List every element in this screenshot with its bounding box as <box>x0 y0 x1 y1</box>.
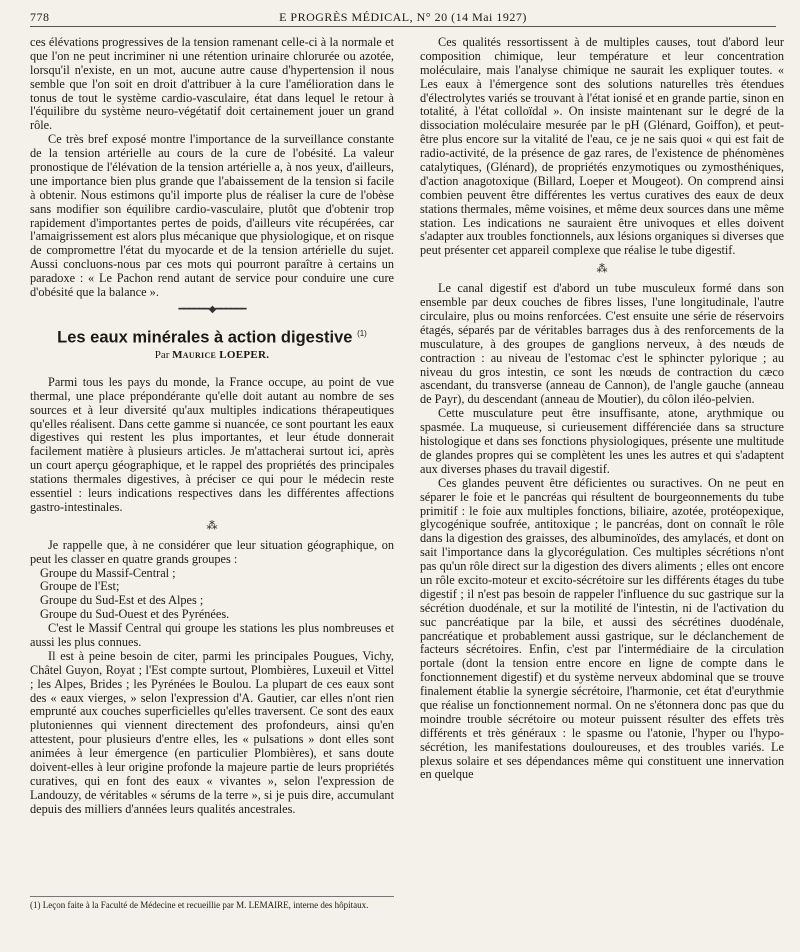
asterism-separator: ⁂ <box>206 519 218 532</box>
paragraph: Il est à peine besoin de citer, parmi les principales Pougues, Vichy, Châtel Guyon, Royat ; l'Est compte surtout, Plombières, Luxeuil et Vittel ; les Alpes, Brides ; les Pyrénées le Boulou. La plupart de ces eaux sont des « eaux vierges, » selon l'expression d'A. Gautier, car elles n'ont rien emprunté aux couches superficielles qu'elles traversent. Ce sont des eaux plutoniennes qui viennent directement des profondeurs, ainsi qu'en attestent, pour plusieurs d'entre elles, les « pulsations » dont elles sont animées à leur émergence (en particulier Plombières), et sans doute doivent-elles à leur origine profonde la majeure partie de leurs propriétés curatives, qui en font des eaux « vivantes », selon l'expression de Landouzy, de véritables « sérums de la terre », si je puis dire, accumulant depuis des milliers d'années leurs qualités ancestrales. <box>30 648 394 816</box>
author-prefix: Par <box>154 349 170 362</box>
right-column <box>420 36 784 936</box>
list-item: Groupe de l'Est; <box>40 579 120 594</box>
paragraph: Ce très bref exposé montre l'importance de la surveillance constante de la tension artérielle au cours de la cure de l'obésité. La valeur pronostique de l'élévation de la tension artérielle a, à nos yeux, d'ailleurs, une importance bien plus grande que l'abaissement de la tension si facile à obtenir. Nous estimons qu'il importe plus de réaliser la cure de l'obèse sans modifier son équilibre cardio-vasculaire, plutôt que d'obtenir trop rapidement d'importantes pertes de poids, d'ailleurs vite récupérées, car l'amaigrissement est alors plus mécanique que physiologique, et on risque de compromettre l'état du myocarde et de la tension artérielle du sujet. Aussi concluons-nous par ces mots qui pourront paraître à certains un paradoxe : « Le Pachon rend autant de service pour conduire une cure d'obésité que la balance ». <box>30 132 394 300</box>
list-item: Groupe du Massif-Central ; <box>40 565 176 580</box>
author-name: Maurice LOEPER. <box>172 349 270 362</box>
paragraph: ces élévations progressives de la tension ramenant celle-ci à la normale et que l'on ne peut incriminer ni une rétention urinaire chlorurée ou azotée, lorsqu'il n'existe, en un mot, aucune autre cause d'hypertension il nous semble que l'on soit en droit d'attribuer à la cure l'amélioration dans le tonus de tout le système cardio-vasculaire, état dans lequel le retour à l'équilibre du système neuro-végétatif doit certainement jouer un grand rôle. <box>30 35 394 133</box>
paragraph: Ces glandes peuvent être déficientes ou suractives. On ne peut en séparer le foie et le pancréas qui résultent de bourgeonnements du tube primitif : le foie aux multiples fonctions, biliaire, azotée, protéopexique, glycogénique soufrée, antitoxique ; le pancréas, dont on connaît le rôle dans la digestion des graisses, des albuminoïdes, des amylacés, et dont on sait l'importance dans la glycorégulation. Ces multiples sécrétions n'ont pas qu'un rôle direct sur la digestion des divers aliments ; elles ont encore un rôle excito-moteur et excito-sécrétoire sur les différents étages du tube digestif ; il n'est pas besoin de rappeler l'influence du suc gastrique sur la sécrétion duodénale, et sur la motilité de l'intestin, ni de l'activation du suc pancréatique par la bile, et aussi des sécrétines duodénale, pancréatique et probablement aussi gastrique, sur le déclanchement de facteurs sécrétoires. Enfin, c'est par l'intermédiaire de la circulation portale (dont la tension entre encore en ligne de compte dans le fonctionnement digestif) et du système nerveux abdominal que se trouve finalement établie la synergie sécrétoire, l'harmonie, cet état d'eurythmie que réalise un fonctionnement normal. On ne s'étonnera donc pas que du moindre trouble sécrétoire ou moteur puissent résulter des effets très différents et très généraux : le spasme ou l'atonie, l'hyper ou l'hypo-sécrétion, les manifestations douloureuses, et des troubles variés. Le plexus solaire et ses dépendances même qui constituent une innervation en quelque <box>420 475 784 782</box>
paragraph: Parmi tous les pays du monde, la France occupe, au point de vue thermal, une place prépondérante qu'elle doit autant au nombre de ses sources et à leur diversité qu'aux multiples indications thérapeutiques qu'elles réalisent. Dans cette gamme si nuancée, ce sont pourtant les eaux digestives qui restent les plus importantes, et leur étude donnerait facilement matière à plusieurs articles. Je m'attacherai surtout ici, après un court aperçu géographique, et le rappel des propriétés des principales stations thermales digestives, à préciser ce qui pour le médecin reste essentiel : leurs indications respectives dans les différentes affections gastro-intestinales. <box>30 374 394 514</box>
paragraph: Je rappelle que, à ne considérer que leur situation géographique, on peut les classer en quatre grands groupes : <box>30 537 394 566</box>
paragraph: C'est le Massif Central qui groupe les stations les plus nombreuses et aussi les plus connues. <box>30 621 394 649</box>
article-title <box>30 324 394 348</box>
page-number: 778 <box>30 10 50 24</box>
running-header <box>30 8 776 27</box>
left-column <box>30 36 394 936</box>
article-title-text: Les eaux minérales à action digestive <box>57 328 353 347</box>
paragraph: Cette musculature peut être insuffisante, atone, arythmique ou spasmée. La muqueuse, si curieusement différenciée dans sa structure histologique et dans ses fonctions physiologiques, présente une multitude de glandes propres qui se complètent les unes les autres et qui s'adaptent aux diverses phases du travail digestif. <box>420 406 784 476</box>
list-item: Groupe du Sud-Est et des Alpes ; <box>40 593 204 608</box>
asterism-separator: ⁂ <box>596 263 608 276</box>
paragraph: Le canal digestif est d'abord un tube musculeux formé dans son ensemble par deux couches de fibres lisses, l'une longitudinale, l'autre circulaire, plus ou moins renforcées. C'est ensuite une série de réservoirs étagés, séparés par de véritables barrages dus à des renforcements de la musculature, à des groupes de ganglions nerveux, à des nœuds de contraction : au niveau de l'estomac c'est le sphincter pylorique ; au niveau du gros intestin, ce sont les nœuds de contraction du cæco ascendant, du transverse (anneau de Cannon), de l'angle gauche (anneau de Payr), du descendant (anneau de Moutier), du côlon iléo-pelvien. <box>420 281 784 407</box>
running-title: E PROGRÈS MÉDICAL, N° 20 (14 Mai 1927) <box>279 10 527 24</box>
article-author <box>30 349 394 361</box>
section-divider-ornament: ━━━━━━◆━━━━━━ <box>178 303 246 315</box>
paragraph: Ces qualités ressortissent à de multiples causes, tout d'abord leur composition chimique, leur température et leur concentration moléculaire, mais l'analyse chimique ne saurait les expliquer toutes. « Les eaux à l'émergence sont des solutions naturelles très étendues d'électrolytes variés se trouvant à l'état ionisé et en grande partie, sinon en totalité, à l'état colloïdal ». On insiste maintenant sur le degré de la dissociation moléculaire mesurée par le pH (Glénard, Goiffon), et peut-être plus encore sur la vitalité de l'eau, ce je ne sais quoi « qui est fait de radio-activité, de la présence de gaz rares, de l'existence de phénomènes catalytiques, (Glénard), de propriétés enzymotiques ou zymosthéniques, d'action anagotoxique (Billard, Loeper et Mougeot). On comprend ainsi combien peuvent être différentes les vertus curatives des eaux de deux stations thermales, même voisines, et même deux sources dans une même station. Les indications ne sauraient être univoques et elles doivent s'adapter aux troubles fonctionnels, aux lésions organiques si diverses que peut présenter cet appareil complexe que réalise le tube digestif. <box>420 35 784 258</box>
footnote-ref: (1) <box>357 328 367 338</box>
list-item: Groupe du Sud-Ouest et des Pyrénées. <box>40 607 230 622</box>
footnote: (1) Leçon faite à la Faculté de Médecine et recueillie par M. LEMAIRE, interne des hôpitaux. <box>30 896 394 910</box>
